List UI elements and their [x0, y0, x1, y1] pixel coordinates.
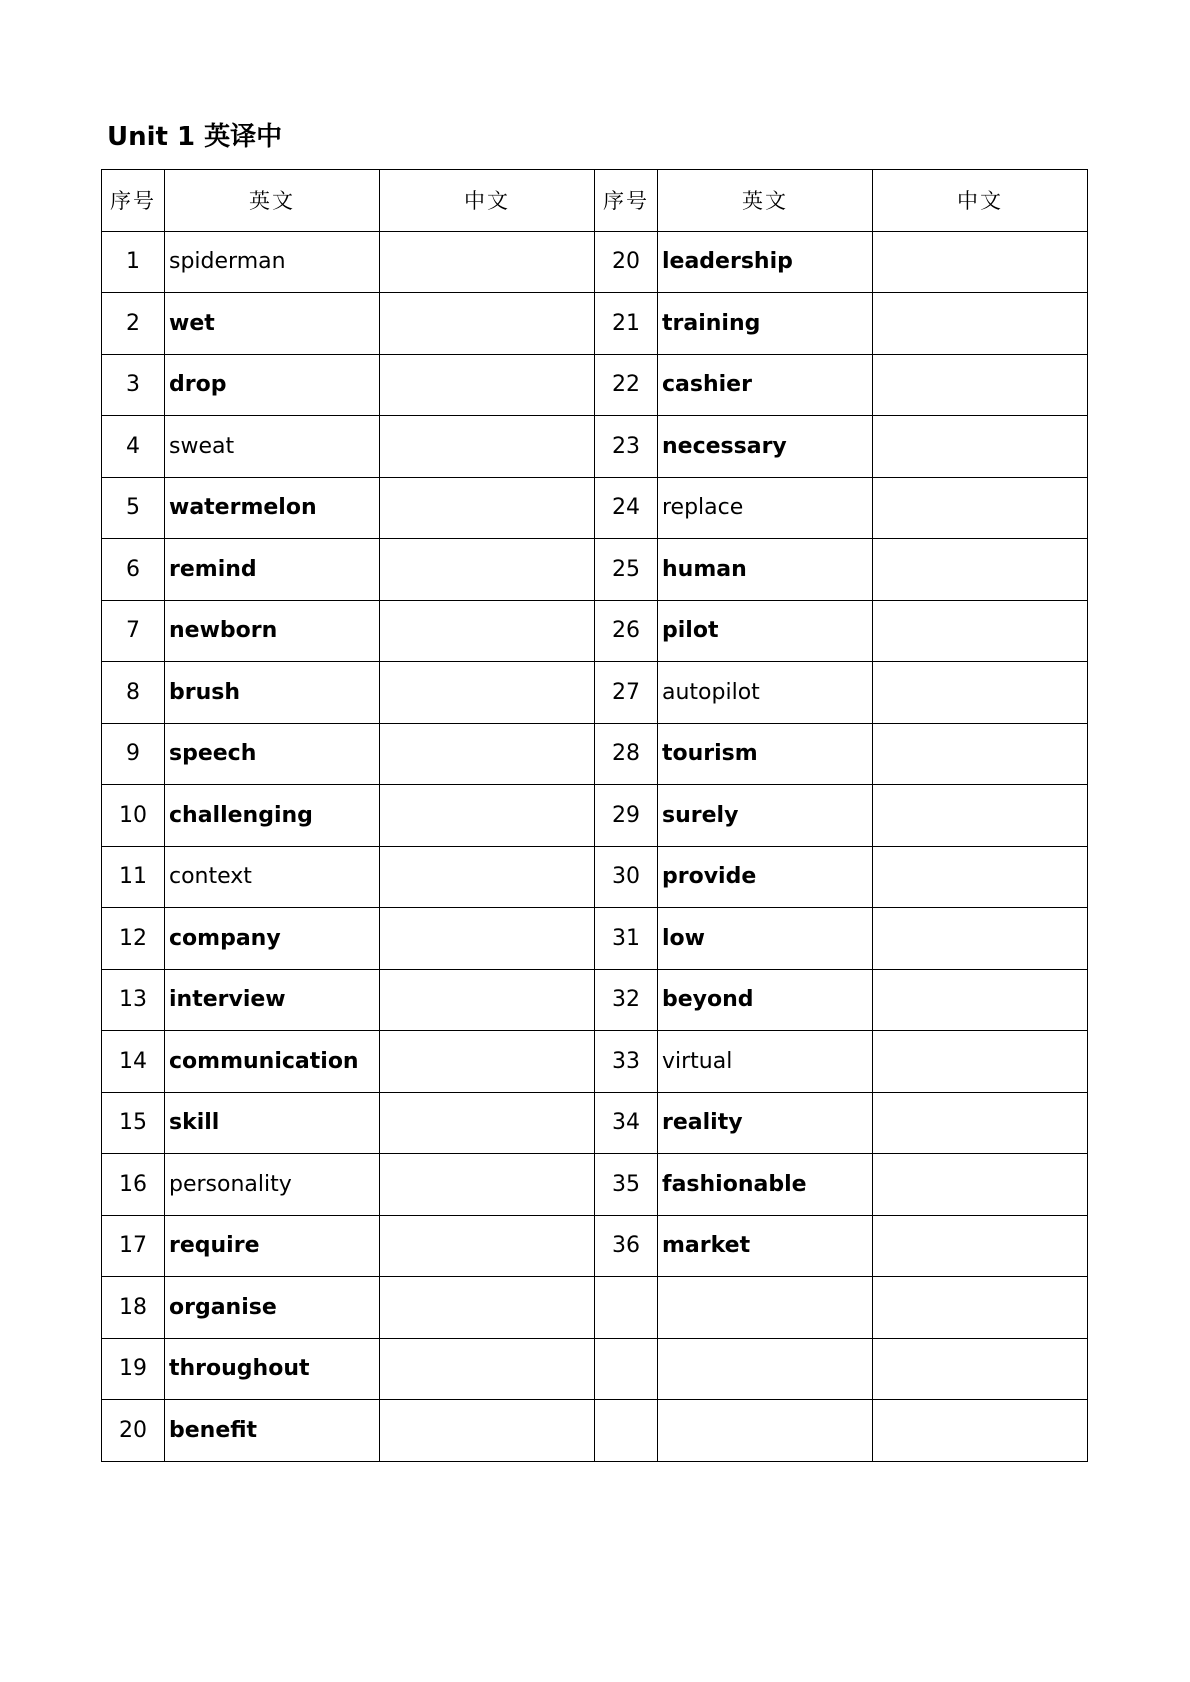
chinese-answer-cell-left — [380, 908, 595, 970]
chinese-answer-cell-right — [873, 785, 1088, 847]
table-row — [102, 1338, 1088, 1400]
table-row — [102, 1215, 1088, 1277]
table-body — [102, 231, 1088, 1461]
chinese-answer-cell-right — [873, 908, 1088, 970]
chinese-answer-cell-right — [873, 846, 1088, 908]
table-row — [102, 723, 1088, 785]
chinese-answer-cell-right — [873, 231, 1088, 293]
english-word-right: tourism — [658, 723, 873, 785]
header-chinese-left: 中文 — [380, 170, 595, 232]
chinese-answer-cell-right — [873, 354, 1088, 416]
chinese-answer-cell-left — [380, 969, 595, 1031]
chinese-answer-cell-left — [380, 231, 595, 293]
chinese-answer-cell-left — [380, 1277, 595, 1339]
english-word-left: skill — [165, 1092, 380, 1154]
english-word-right: provide — [658, 846, 873, 908]
header-no-right: 序号 — [595, 170, 658, 232]
row-number-right: 34 — [595, 1092, 658, 1154]
english-word-left: company — [165, 908, 380, 970]
row-number-left: 14 — [102, 1031, 165, 1093]
table-row — [102, 662, 1088, 724]
chinese-answer-cell-left — [380, 1400, 595, 1462]
english-word-right — [658, 1338, 873, 1400]
english-word-right: market — [658, 1215, 873, 1277]
page-title: Unit 1 英译中 — [107, 122, 283, 152]
row-number-right: 23 — [595, 416, 658, 478]
row-number-left: 9 — [102, 723, 165, 785]
english-word-left: interview — [165, 969, 380, 1031]
english-word-right: surely — [658, 785, 873, 847]
english-word-right: necessary — [658, 416, 873, 478]
chinese-answer-cell-right — [873, 969, 1088, 1031]
row-number-left: 19 — [102, 1338, 165, 1400]
row-number-right: 27 — [595, 662, 658, 724]
chinese-answer-cell-right — [873, 600, 1088, 662]
header-english-left: 英文 — [165, 170, 380, 232]
english-word-right: beyond — [658, 969, 873, 1031]
chinese-answer-cell-right — [873, 1215, 1088, 1277]
table-row — [102, 1031, 1088, 1093]
row-number-left: 13 — [102, 969, 165, 1031]
chinese-answer-cell-left — [380, 539, 595, 601]
chinese-answer-cell-left — [380, 1154, 595, 1216]
table-row — [102, 785, 1088, 847]
row-number-right: 29 — [595, 785, 658, 847]
table-row — [102, 908, 1088, 970]
chinese-answer-cell-right — [873, 1092, 1088, 1154]
english-word-left: wet — [165, 293, 380, 355]
table-row — [102, 1400, 1088, 1462]
row-number-left: 4 — [102, 416, 165, 478]
row-number-right: 36 — [595, 1215, 658, 1277]
english-word-right: autopilot — [658, 662, 873, 724]
english-word-left: challenging — [165, 785, 380, 847]
english-word-left: watermelon — [165, 477, 380, 539]
chinese-answer-cell-left — [380, 846, 595, 908]
chinese-answer-cell-right — [873, 416, 1088, 478]
english-word-right: training — [658, 293, 873, 355]
table-row — [102, 539, 1088, 601]
row-number-right: 28 — [595, 723, 658, 785]
table-row — [102, 293, 1088, 355]
row-number-left: 20 — [102, 1400, 165, 1462]
table-row — [102, 1092, 1088, 1154]
header-row — [102, 170, 1088, 232]
english-word-right: fashionable — [658, 1154, 873, 1216]
english-word-left: require — [165, 1215, 380, 1277]
chinese-answer-cell-left — [380, 477, 595, 539]
row-number-right: 22 — [595, 354, 658, 416]
chinese-answer-cell-left — [380, 662, 595, 724]
header-chinese-right: 中文 — [873, 170, 1088, 232]
chinese-answer-cell-left — [380, 1092, 595, 1154]
row-number-left: 17 — [102, 1215, 165, 1277]
chinese-answer-cell-right — [873, 662, 1088, 724]
row-number-right: 31 — [595, 908, 658, 970]
english-word-left: brush — [165, 662, 380, 724]
row-number-left: 6 — [102, 539, 165, 601]
row-number-right: 25 — [595, 539, 658, 601]
english-word-right: pilot — [658, 600, 873, 662]
table-row — [102, 416, 1088, 478]
english-word-right: cashier — [658, 354, 873, 416]
english-word-left: context — [165, 846, 380, 908]
row-number-left: 12 — [102, 908, 165, 970]
table-row — [102, 477, 1088, 539]
chinese-answer-cell-left — [380, 1031, 595, 1093]
table-row — [102, 354, 1088, 416]
row-number-left: 2 — [102, 293, 165, 355]
chinese-answer-cell-left — [380, 354, 595, 416]
chinese-answer-cell-left — [380, 416, 595, 478]
english-word-left: communication — [165, 1031, 380, 1093]
row-number-right: 20 — [595, 231, 658, 293]
row-number-left: 10 — [102, 785, 165, 847]
row-number-right: 24 — [595, 477, 658, 539]
chinese-answer-cell-right — [873, 1031, 1088, 1093]
chinese-answer-cell-right — [873, 1338, 1088, 1400]
chinese-answer-cell-left — [380, 785, 595, 847]
chinese-answer-cell-right — [873, 293, 1088, 355]
row-number-left: 5 — [102, 477, 165, 539]
row-number-right: 35 — [595, 1154, 658, 1216]
english-word-left: sweat — [165, 416, 380, 478]
english-word-right: low — [658, 908, 873, 970]
row-number-right: 26 — [595, 600, 658, 662]
row-number-left: 11 — [102, 846, 165, 908]
chinese-answer-cell-left — [380, 293, 595, 355]
english-word-left: remind — [165, 539, 380, 601]
row-number-right: 21 — [595, 293, 658, 355]
english-word-left: speech — [165, 723, 380, 785]
english-word-left: newborn — [165, 600, 380, 662]
row-number-left: 1 — [102, 231, 165, 293]
chinese-answer-cell-right — [873, 1277, 1088, 1339]
table-row — [102, 1277, 1088, 1339]
row-number-right: 32 — [595, 969, 658, 1031]
english-word-right: human — [658, 539, 873, 601]
row-number-left: 7 — [102, 600, 165, 662]
row-number-left: 15 — [102, 1092, 165, 1154]
chinese-answer-cell-left — [380, 1338, 595, 1400]
english-word-left: drop — [165, 354, 380, 416]
row-number-left: 18 — [102, 1277, 165, 1339]
chinese-answer-cell-right — [873, 539, 1088, 601]
chinese-answer-cell-right — [873, 1400, 1088, 1462]
row-number-left: 3 — [102, 354, 165, 416]
chinese-answer-cell-right — [873, 1154, 1088, 1216]
header-english-right: 英文 — [658, 170, 873, 232]
english-word-left: personality — [165, 1154, 380, 1216]
english-word-right: reality — [658, 1092, 873, 1154]
table-row — [102, 969, 1088, 1031]
chinese-answer-cell-left — [380, 600, 595, 662]
english-word-right — [658, 1277, 873, 1339]
english-word-right: leadership — [658, 231, 873, 293]
row-number-right — [595, 1277, 658, 1339]
english-word-right — [658, 1400, 873, 1462]
english-word-left: throughout — [165, 1338, 380, 1400]
english-word-right: replace — [658, 477, 873, 539]
table-row — [102, 846, 1088, 908]
chinese-answer-cell-right — [873, 477, 1088, 539]
english-word-left: benefit — [165, 1400, 380, 1462]
english-word-right: virtual — [658, 1031, 873, 1093]
chinese-answer-cell-left — [380, 1215, 595, 1277]
row-number-right: 33 — [595, 1031, 658, 1093]
chinese-answer-cell-right — [873, 723, 1088, 785]
header-no-left: 序号 — [102, 170, 165, 232]
vocabulary-table — [101, 169, 1088, 1462]
table-row — [102, 600, 1088, 662]
table-row — [102, 231, 1088, 293]
table-row — [102, 1154, 1088, 1216]
row-number-right — [595, 1400, 658, 1462]
row-number-right — [595, 1338, 658, 1400]
english-word-left: spiderman — [165, 231, 380, 293]
row-number-left: 8 — [102, 662, 165, 724]
english-word-left: organise — [165, 1277, 380, 1339]
row-number-left: 16 — [102, 1154, 165, 1216]
chinese-answer-cell-left — [380, 723, 595, 785]
row-number-right: 30 — [595, 846, 658, 908]
